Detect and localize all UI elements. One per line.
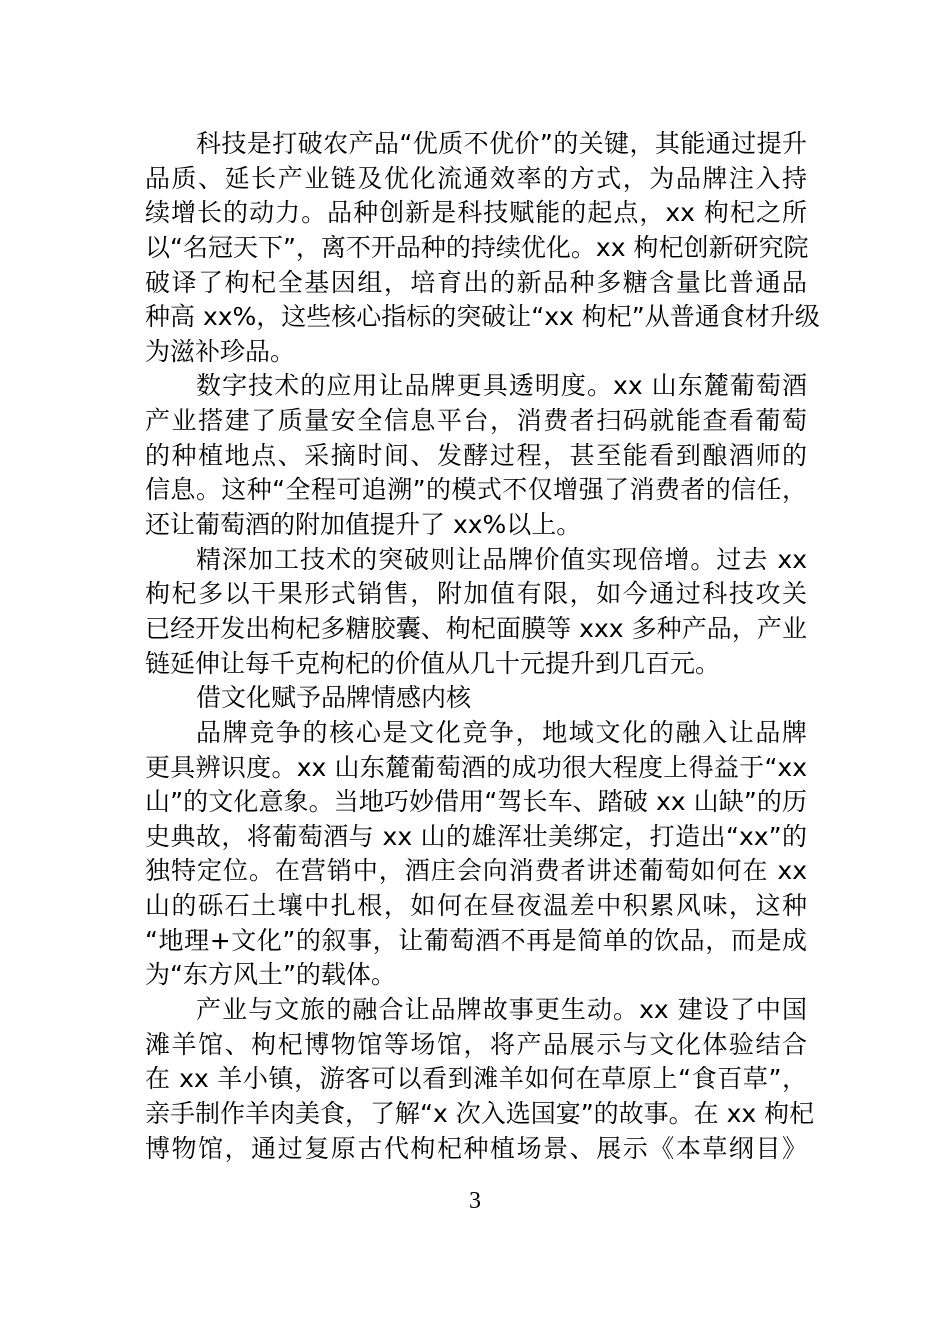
text-line: 独特定位。在营销中，酒庄会向消费者讲述葡萄如何在 xx [145, 856, 807, 886]
text-line: 在 xx 羊小镇，游客可以看到滩羊如何在草原上“食百草”， [145, 1064, 807, 1094]
document-body [145, 127, 820, 1166]
text-line: 借文化赋予品牌情感内核 [196, 683, 472, 713]
text-line: 产业搭建了质量安全信息平台，消费者扫码就能查看葡萄 [145, 406, 807, 436]
text-line: 科技是打破农产品“优质不优价”的关键，其能通过提升 [196, 129, 807, 158]
paragraph [145, 716, 807, 993]
text-line: 的种植地点、采摘时间、发酵过程，甚至能看到酿酒师的 [145, 440, 807, 470]
text-line: 信息。这种“全程可追溯”的模式不仅增强了消费者的信任， [145, 475, 807, 505]
text-line: 破译了枸杞全基因组，培育出的新品种多糖含量比普通品 [145, 267, 807, 297]
text-line: 已经开发出枸杞多糖胶囊、枸杞面膜等 xxx 多种产品，产业 [145, 613, 807, 643]
text-line: 精深加工技术的突破则让品牌价值实现倍增。过去 xx [196, 544, 807, 574]
text-line: 品质、延长产业链及优化流通效率的方式，为品牌注入持 [145, 163, 807, 193]
text-line: 枸杞多以干果形式销售，附加值有限，如今通过科技攻关 [145, 579, 807, 609]
paragraph [145, 681, 807, 716]
text-line: 滩羊馆、枸杞博物馆等场馆，将产品展示与文化体验结合 [145, 1029, 807, 1059]
paragraph [145, 543, 807, 682]
text-line: 亲手制作羊肉美食，了解“x 次入选国宴”的故事。在 xx 枸杞 [145, 1098, 815, 1128]
text-line: 山的砾石土壤中扎根，如何在昼夜温差中积累风味，这种 [145, 891, 807, 921]
text-line: 数字技术的应用让品牌更具透明度。xx 山东麓葡萄酒 [196, 371, 807, 401]
text-line: 产业与文旅的融合让品牌故事更生动。xx 建设了中国 [196, 995, 807, 1025]
text-line: 品牌竞争的核心是文化竞争，地域文化的融入让品牌 [196, 717, 807, 747]
text-line: “地理+文化”的叙事，让葡萄酒不再是简单的饮品，而是成 [145, 925, 807, 955]
text-line: 博物馆，通过复原古代枸杞种植场景、展示《本草纲目》 [145, 1133, 807, 1163]
page-number: 3 [469, 1188, 481, 1214]
text-line: 山”的文化意象。当地巧妙借用“驾长车、踏破 xx 山缺”的历 [145, 787, 807, 817]
text-line: 以“名冠天下”，离不开品种的持续优化。xx 枸杞创新研究院 [145, 232, 809, 262]
text-line: 史典故，将葡萄酒与 xx 山的雄浑壮美绑定，打造出“xx”的 [145, 821, 807, 851]
text-line: 还让葡萄酒的附加值提升了 xx%以上。 [145, 510, 582, 540]
paragraph [145, 369, 807, 542]
text-line: 为“东方风土”的载体。 [145, 960, 396, 990]
paragraph [145, 127, 820, 369]
text-line: 链延伸让每千克枸杞的价值从几十元提升到几百元。 [145, 648, 721, 678]
text-line: 续增长的动力。品种创新是科技赋能的起点，xx 枸杞之所 [145, 198, 807, 228]
text-line: 为滋补珍品。 [145, 336, 296, 366]
text-line: 更具辨识度。xx 山东麓葡萄酒的成功很大程度上得益于“xx [145, 752, 807, 782]
text-line: 种高 xx%，这些核心指标的突破让“xx 枸杞”从普通食材升级 [145, 302, 820, 332]
paragraph [145, 993, 815, 1166]
